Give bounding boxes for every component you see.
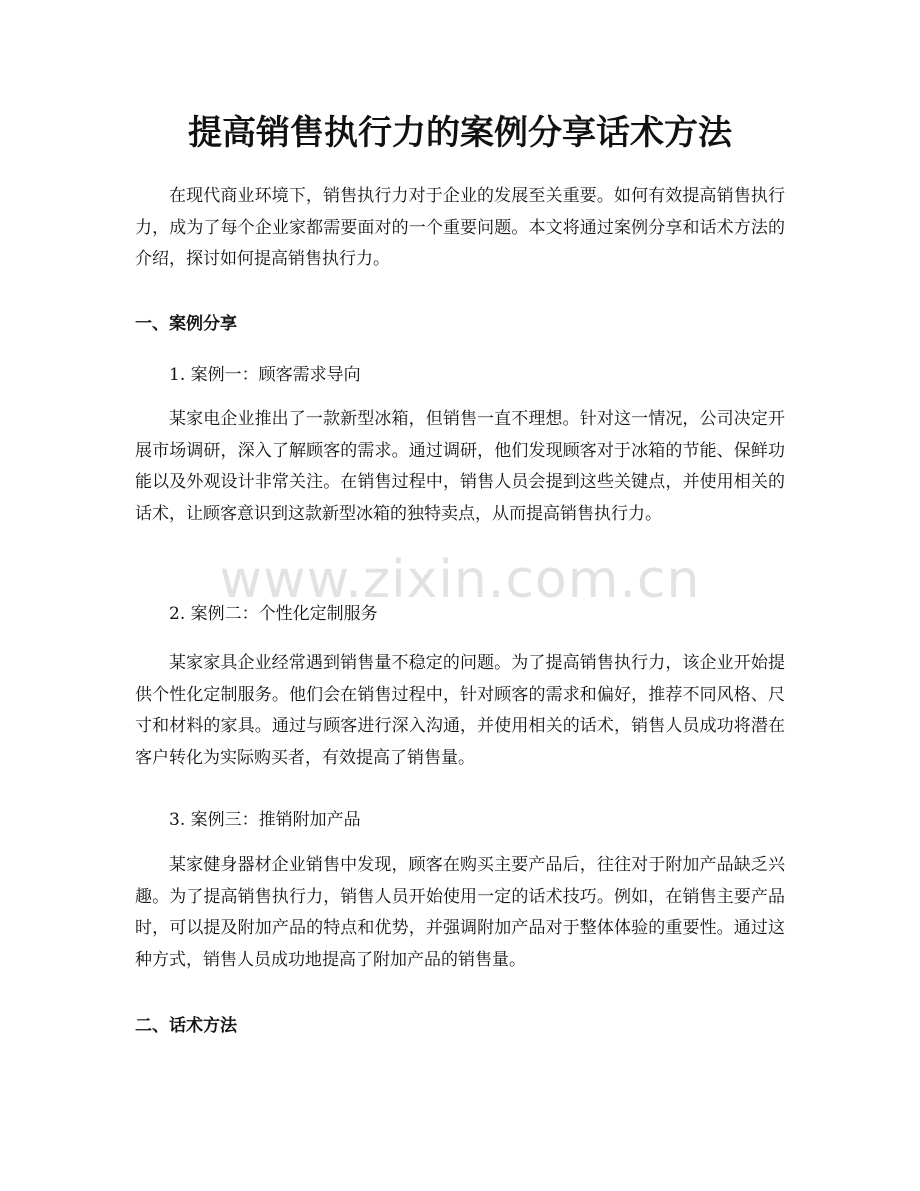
case3-body: 某家健身器材企业销售中发现，顾客在购买主要产品后，往往对于附加产品缺乏兴趣。为了提高销售执行力，销售人员开始使用一定的话术技巧。例如，在销售主要产品时，可以提及附加产品的特点和优势，并强调附加产品对于整体体验的重要性。通过这种方式，销售人员成功地提高了附加产品的销售量。 <box>135 855 785 970</box>
case1-body: 某家电企业推出了一款新型冰箱，但销售一直不理想。针对这一情况，公司决定开展市场调研，深入了解顾客的需求。通过调研，他们发现顾客对于冰箱的节能、保鲜功能以及外观设计非常关注。在销售过程中，销售人员会提到这些关键点，并使用相关的话术，让顾客意识到这款新型冰箱的独特卖点，从而提高销售执行力。 <box>135 409 785 524</box>
section-heading-script-methods: 二、话术方法 <box>135 1016 237 1036</box>
case3-title: 3. 案例三：推销附加产品 <box>169 810 361 830</box>
watermark: www.zixin.com.cn <box>219 550 701 610</box>
intro-paragraph: 在现代商业环境下，销售执行力对于企业的发展至关重要。如何有效提高销售执行力，成为了每个企业家都需要面对的一个重要问题。本文将通过案例分享和话术方法的介绍，探讨如何提高销售执行力。 <box>135 186 785 269</box>
case2-body: 某家家具企业经常遇到销售量不稳定的问题。为了提高销售执行力，该企业开始提供个性化定制服务。他们会在销售过程中，针对顾客的需求和偏好，推荐不同风格、尺寸和材料的家具。通过与顾客进行深入沟通，并使用相关的话术，销售人员成功将潜在客户转化为实际购买者，有效提高了销售量。 <box>135 653 785 768</box>
case2-title: 2. 案例二：个性化定制服务 <box>169 604 378 624</box>
section-heading-case-sharing: 一、案例分享 <box>135 314 237 334</box>
document-title: 提高销售执行力的案例分享话术方法 <box>188 113 732 153</box>
case1-title: 1. 案例一：顾客需求导向 <box>169 365 361 385</box>
